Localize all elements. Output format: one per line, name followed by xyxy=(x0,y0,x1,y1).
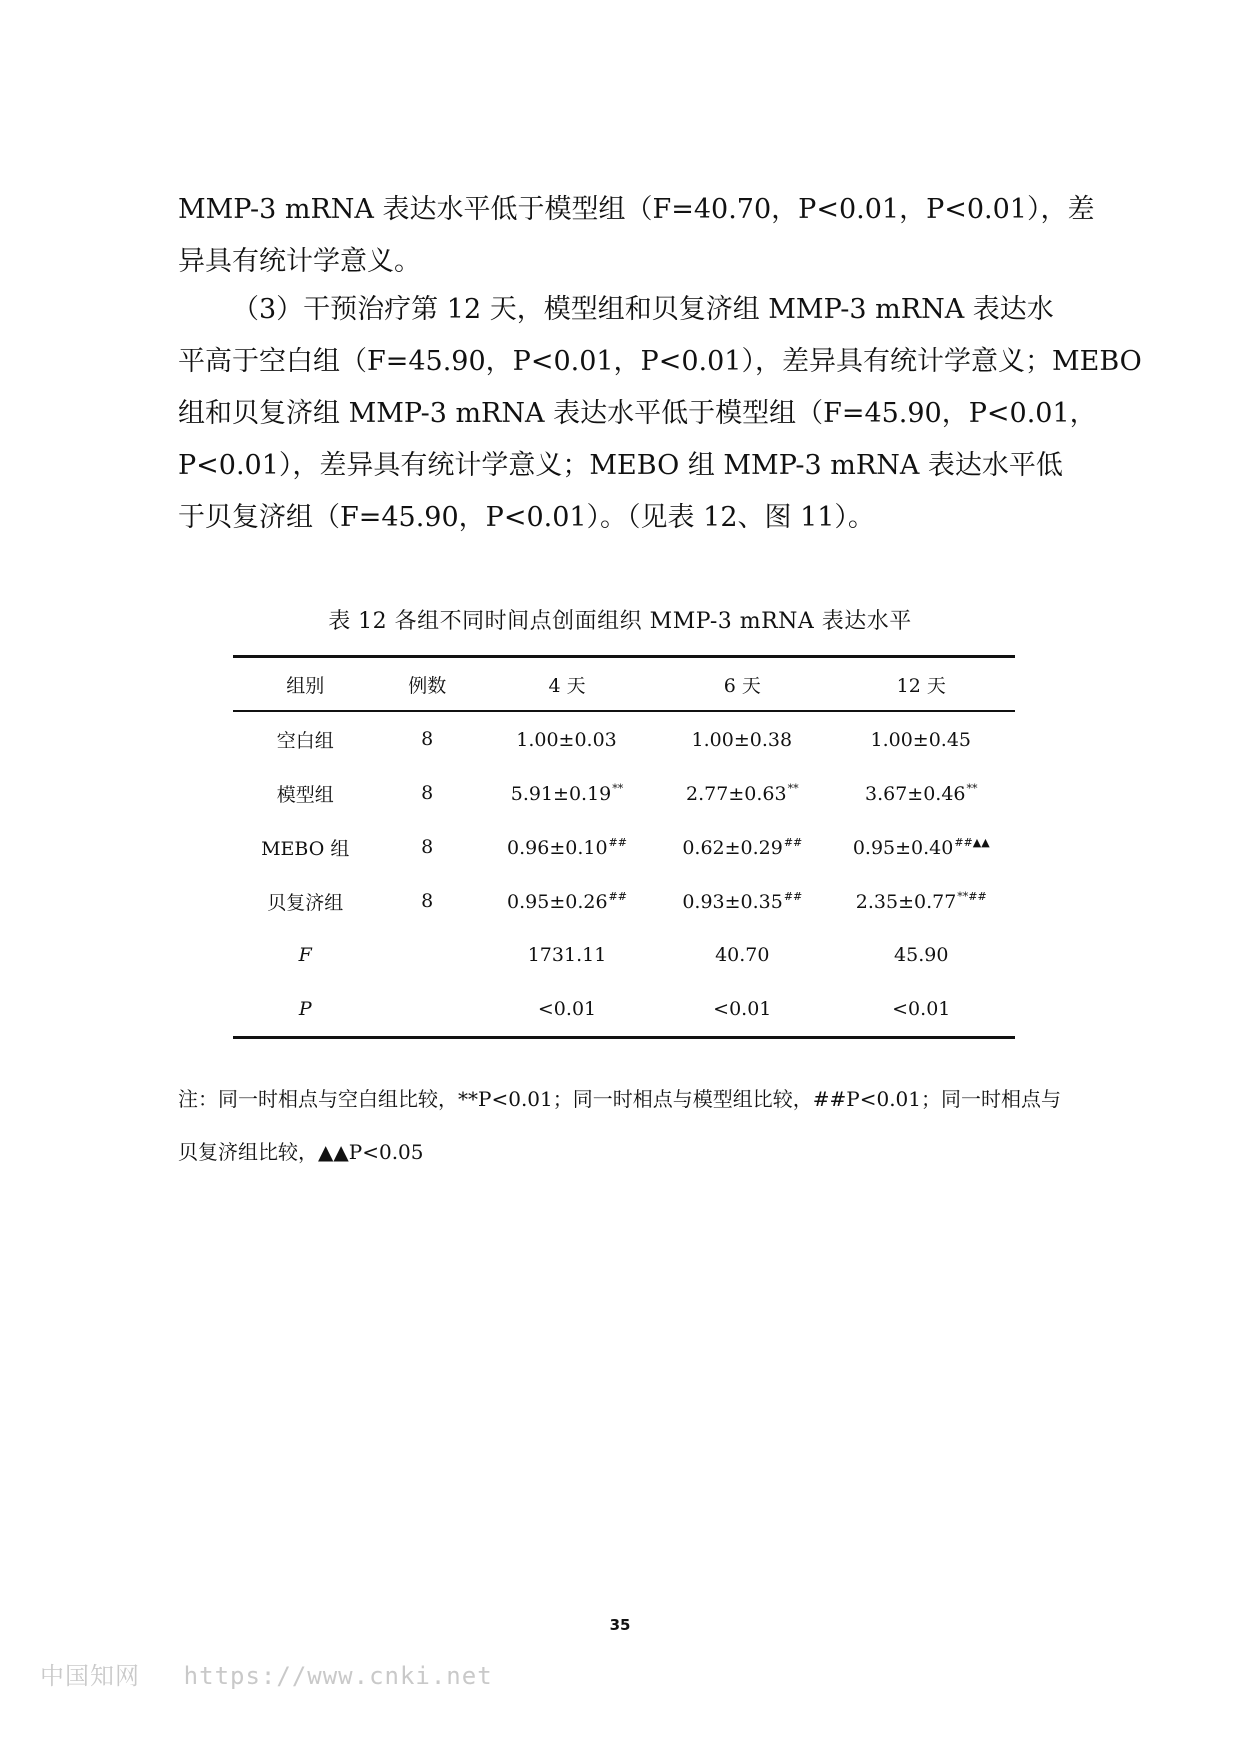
text-line: 组和贝复济组 MMP-3 mRNA 表达水平低于模型组（F=45.90，P<0.01， xyxy=(178,398,1097,429)
cell-group: MEBO 组 xyxy=(261,837,350,860)
cell-value: 0.95±0.40 xyxy=(852,836,954,859)
cell-day4 xyxy=(477,874,657,928)
cell-value: 0.96±0.10 xyxy=(507,836,608,859)
cell-day6 xyxy=(657,711,827,766)
cell-day12: <0.01 xyxy=(892,998,951,1020)
significance-mark: ##▲▲ xyxy=(954,835,990,849)
significance-mark: ** xyxy=(787,781,799,795)
text-line: 于贝复济组（F=45.90，P<0.01）。（见表 12、图 11）。 xyxy=(178,502,875,533)
table-note xyxy=(178,1073,1096,1179)
cell-day12 xyxy=(828,711,1015,766)
cell-day12 xyxy=(828,766,1015,820)
text-line: （3）干预治疗第 12 天，模型组和贝复济组 MMP-3 mRNA 表达水 xyxy=(232,294,1054,325)
cell-day6 xyxy=(657,820,827,874)
cell-value: 1.00±0.03 xyxy=(516,728,617,751)
significance-mark: ## xyxy=(783,835,803,849)
cell-count: 8 xyxy=(421,782,434,804)
watermark-url: https://www.cnki.net xyxy=(183,1662,493,1690)
table-row xyxy=(233,820,1015,874)
cell-value: 0.93±0.35 xyxy=(682,890,783,913)
cell-count: 8 xyxy=(421,890,434,912)
cell-value: 5.91±0.19 xyxy=(510,782,612,805)
paragraph-2 xyxy=(178,284,1142,544)
cell-value: 0.62±0.29 xyxy=(682,836,783,859)
cell-day6: 40.70 xyxy=(715,944,770,966)
table-header-row xyxy=(233,657,1015,712)
significance-mark: ** xyxy=(612,781,624,795)
cell-stat-label: F xyxy=(298,944,312,966)
note-line: 贝复济组比较，▲▲P<0.05 xyxy=(178,1140,424,1164)
header-day12: 12 天 xyxy=(896,674,946,697)
cell-stat-label: P xyxy=(298,998,312,1020)
cell-day12: 45.90 xyxy=(894,944,949,966)
page-number: 35 xyxy=(609,1616,631,1634)
table-row xyxy=(233,766,1015,820)
cell-value: 3.67±0.46 xyxy=(864,782,966,805)
table-row-f xyxy=(233,928,1015,982)
significance-mark: **## xyxy=(957,889,987,903)
cell-count: 8 xyxy=(421,836,434,858)
cell-group: 贝复济组 xyxy=(267,891,344,914)
cell-group: 模型组 xyxy=(276,783,334,806)
cell-value: 2.77±0.63 xyxy=(686,782,787,805)
text-line: P<0.01），差异具有统计学意义；MEBO 组 MMP-3 mRNA 表达水平低 xyxy=(178,450,1063,481)
text-line: 平高于空白组（F=45.90，P<0.01，P<0.01），差异具有统计学意义；MEBO xyxy=(178,346,1142,377)
cell-day6 xyxy=(657,874,827,928)
significance-mark: ## xyxy=(608,889,627,903)
cell-day4 xyxy=(477,711,657,766)
watermark-brand: 中国知网 xyxy=(40,1663,140,1690)
table-caption: 表 12 各组不同时间点创面组织 MMP-3 mRNA 表达水平 xyxy=(328,609,912,634)
text-line: MMP-3 mRNA 表达水平低于模型组（F=40.70，P<0.01，P<0.01），差 xyxy=(178,194,1095,225)
header-day4: 4 天 xyxy=(548,674,586,697)
cell-value: 2.35±0.77 xyxy=(855,890,957,913)
cell-day6 xyxy=(657,766,827,820)
cell-day12 xyxy=(828,820,1015,874)
cell-day4 xyxy=(477,820,657,874)
cell-empty xyxy=(377,982,476,1038)
note-line: 注：同一时相点与空白组比较，**P<0.01；同一时相点与模型组比较，##P<0.01；同一时相点与 xyxy=(178,1087,1062,1111)
header-day6: 6 天 xyxy=(723,674,761,697)
significance-mark: ** xyxy=(966,781,978,795)
header-count: 例数 xyxy=(408,674,447,697)
data-table xyxy=(233,655,1015,1039)
cell-count: 8 xyxy=(421,728,434,750)
significance-mark: ## xyxy=(608,835,627,849)
cell-day4: <0.01 xyxy=(537,998,597,1020)
header-group: 组别 xyxy=(286,674,325,697)
cell-value: 1.00±0.38 xyxy=(691,728,793,751)
paragraph-1 xyxy=(178,184,1096,288)
cell-empty xyxy=(377,928,476,982)
cell-day12 xyxy=(828,874,1015,928)
table-row xyxy=(233,711,1015,766)
cell-group: 空白组 xyxy=(276,729,334,752)
cell-value: 0.95±0.26 xyxy=(507,890,608,913)
cell-day4: 1731.11 xyxy=(527,944,607,966)
significance-mark: ## xyxy=(783,889,803,903)
cell-day6: <0.01 xyxy=(713,998,772,1020)
table-row xyxy=(233,874,1015,928)
watermark xyxy=(40,1656,493,1691)
table-row-p xyxy=(233,982,1015,1038)
cell-value: 1.00±0.45 xyxy=(870,728,972,751)
cell-day4 xyxy=(477,766,657,820)
text-line: 异具有统计学意义。 xyxy=(178,246,421,277)
